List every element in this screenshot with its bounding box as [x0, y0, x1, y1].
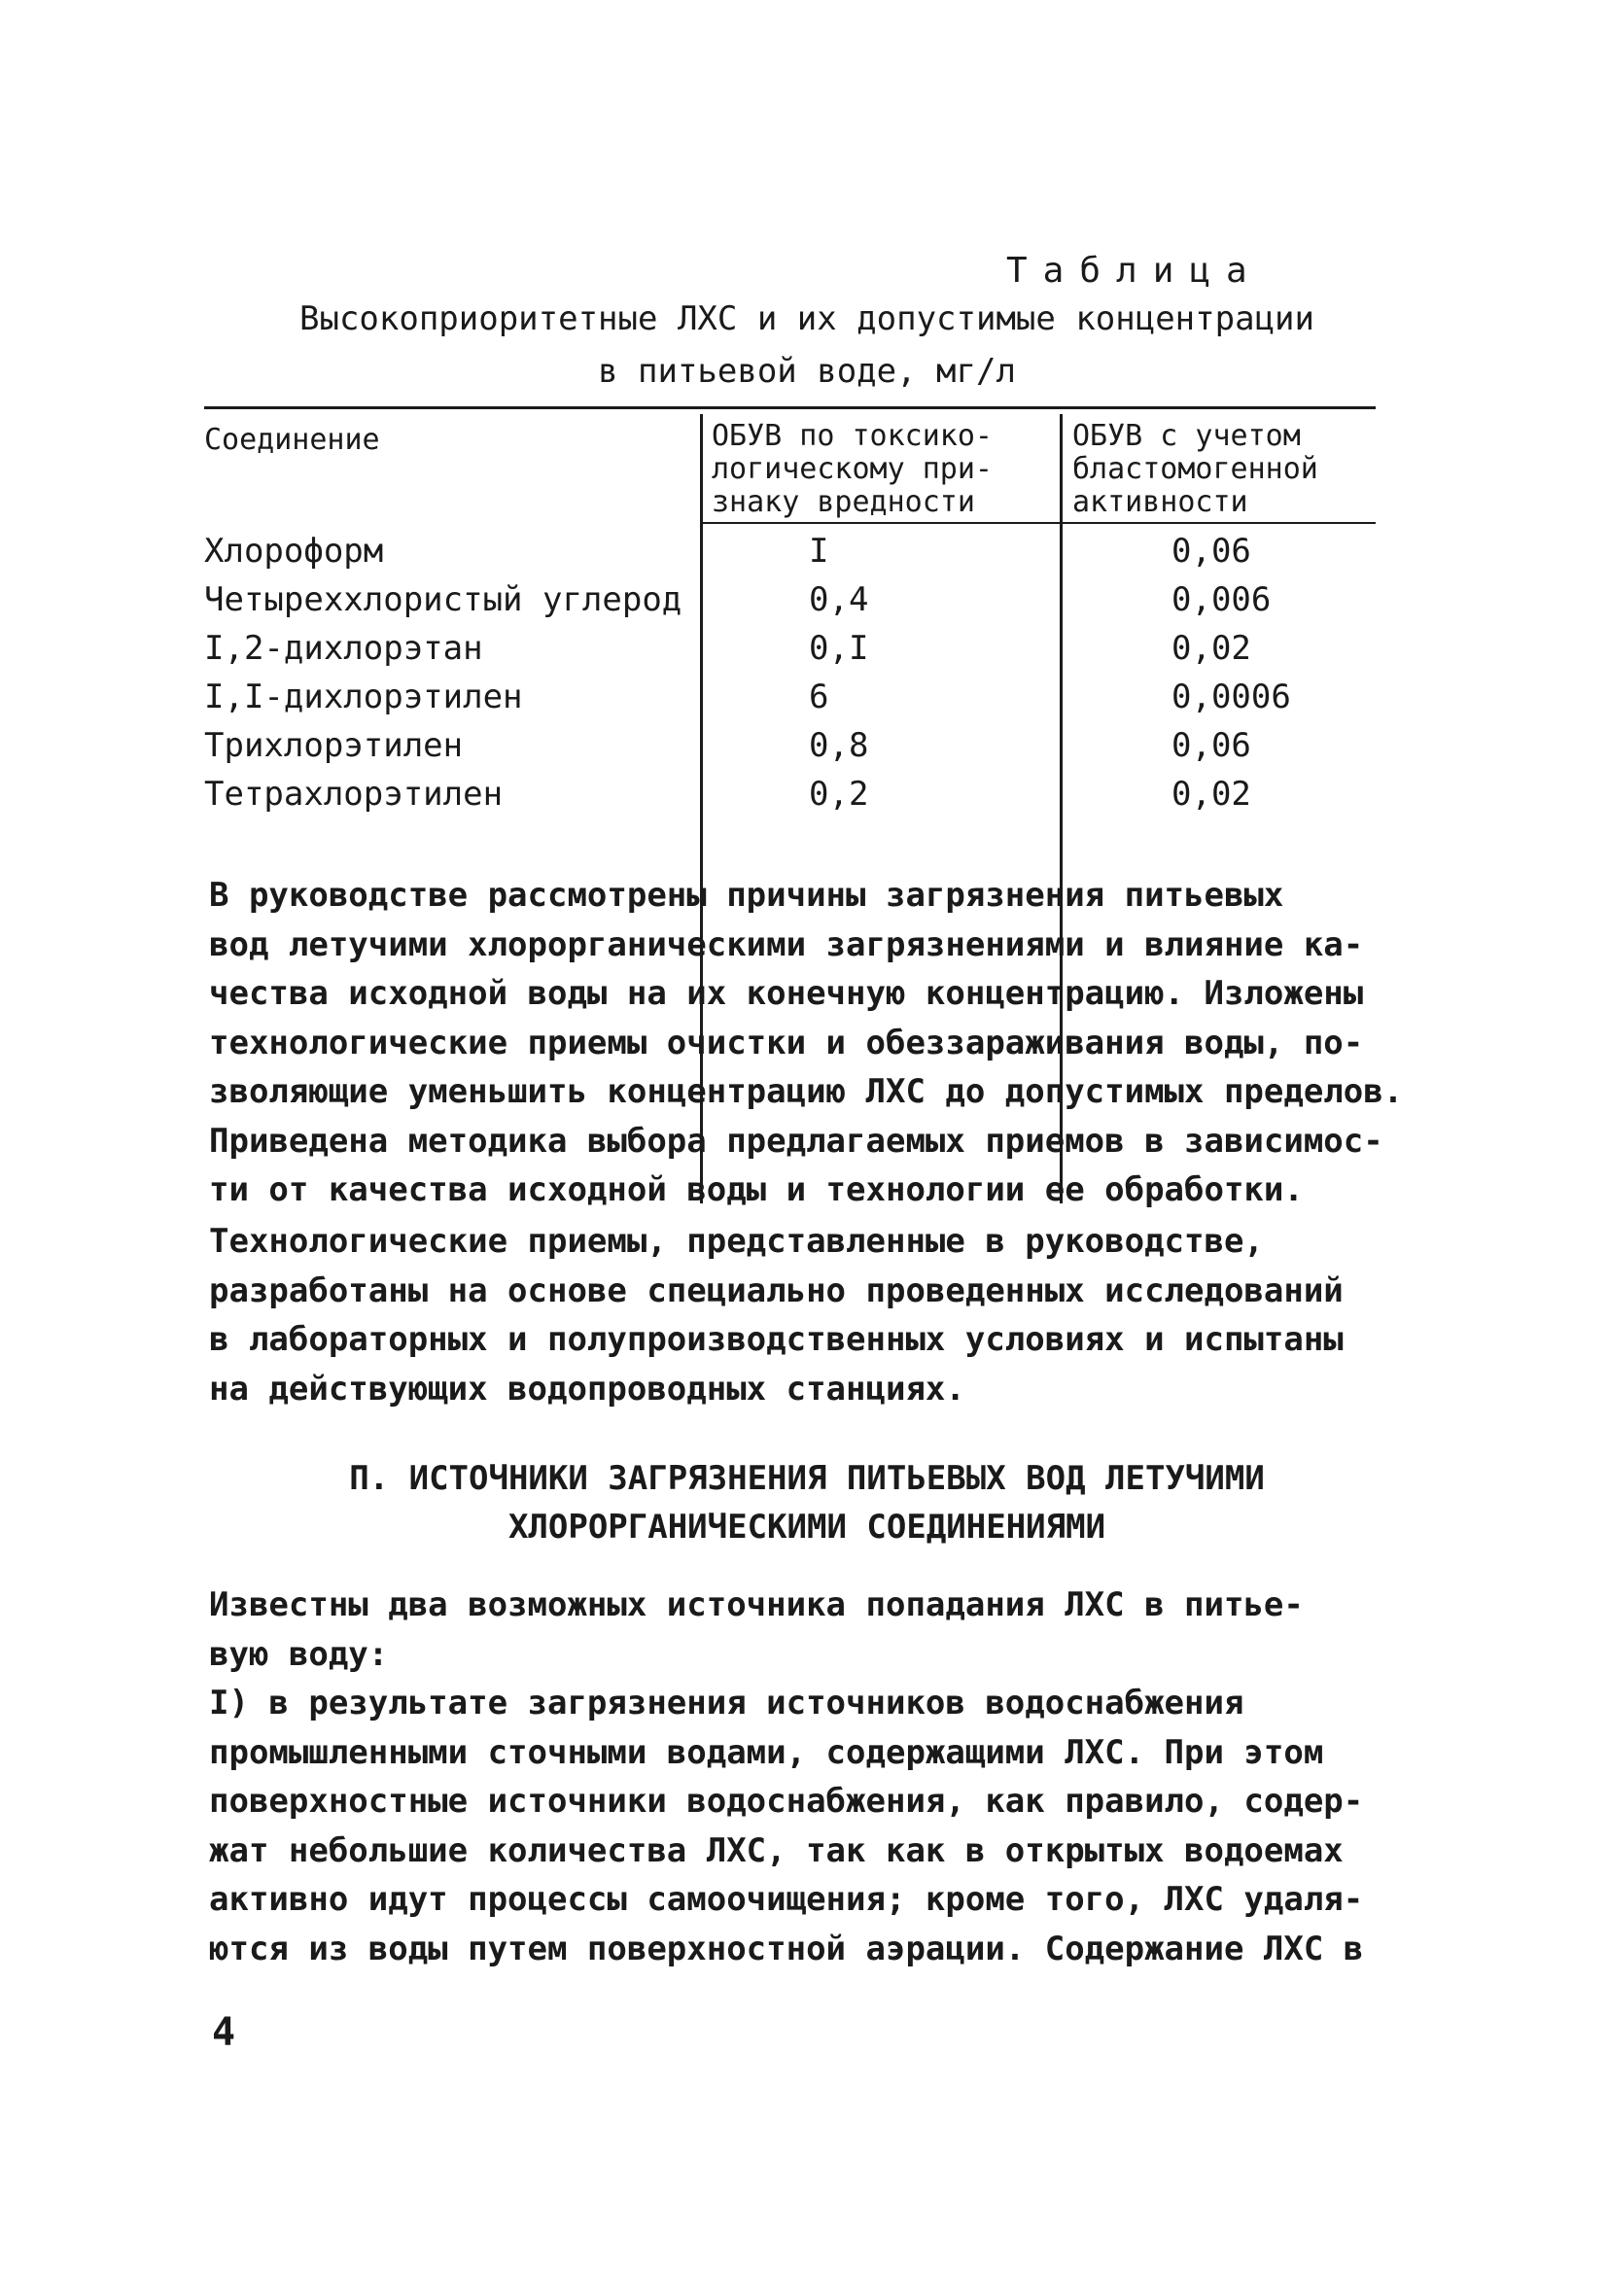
compound-name: Трихлорэтилен — [204, 726, 464, 765]
compound-name: I,I-дихлорэтилен — [204, 678, 523, 716]
section-heading-line-1: П. ИСТОЧНИКИ ЗАГРЯЗНЕНИЯ ПИТЬЕВЫХ ВОД ЛЕТУЧИМИ — [349, 1459, 1265, 1498]
text-line: Известны два возможных источника попадания ЛХС в питье- — [209, 1585, 1304, 1624]
header-col1-line: логическому при- — [712, 452, 993, 486]
text-line: в лабораторных и полупроизводственных условиях и испытаны — [209, 1320, 1344, 1359]
text-line: ти от качества исходной воды и технологии ее обработки. — [209, 1170, 1304, 1209]
text-line: вод летучими хлорорганическими загрязнениями и влияние ка- — [209, 924, 1364, 964]
obuv-value: 6 — [809, 678, 829, 716]
compound-name: Хлороформ — [204, 532, 384, 571]
compound-name: Четыреххлористый углерод — [204, 580, 682, 619]
obuv-blast-value: 0,06 — [1171, 532, 1251, 571]
text-line: на действующих водопроводных станциях. — [209, 1369, 965, 1409]
obuv-value: 0,2 — [809, 775, 869, 814]
compound-name: I,2-дихлорэтан — [204, 629, 483, 668]
text-line: жат небольшие количества ЛХС, так как в открытых водоемах — [209, 1830, 1344, 1870]
paragraph-guide-overview — [209, 871, 1405, 1215]
header-col1-line: ОБУВ по токсико- — [712, 419, 993, 453]
table-row — [204, 624, 1376, 673]
obuv-blast-value: 0,0006 — [1171, 678, 1291, 716]
header-col2-line: активности — [1072, 485, 1248, 519]
text-line: ются из воды путем поверхностной аэрации. Содержание ЛХС в — [209, 1929, 1364, 1968]
table-row — [204, 673, 1376, 721]
section-heading-line-2: ХЛОРОРГАНИЧЕСКИМИ СОЕДИНЕНИЯМИ — [507, 1508, 1106, 1547]
table-row — [204, 770, 1376, 818]
table-row — [204, 527, 1376, 575]
obuv-value: 0,I — [809, 629, 869, 668]
text-line: Технологические приемы, представленные в руководстве, — [209, 1222, 1264, 1261]
obuv-value: 0,8 — [809, 726, 869, 765]
text-line: технологические приемы очистки и обеззараживания воды, по- — [209, 1023, 1364, 1062]
text-line: I) в результате загрязнения источников водоснабжения — [209, 1684, 1244, 1722]
text-line: Приведена методика выбора предлагаемых приемов в зависимос- — [209, 1121, 1383, 1161]
table-title-line-1: Высокоприоритетные ЛХС и их допустимые концентрации — [299, 299, 1314, 338]
paragraph-source-one — [209, 1679, 1405, 1973]
obuv-blast-value: 0,006 — [1171, 580, 1272, 619]
header-obuv-toxicological — [712, 420, 993, 519]
table-title-line-2: в питьевой воде, мг/л — [598, 352, 1016, 391]
text-line: разработаны на основе специально проведенных исследований — [209, 1270, 1344, 1310]
compound-name: Тетрахлорэтилен — [204, 775, 504, 814]
paragraph-sources-intro — [209, 1581, 1405, 1679]
obuv-blast-value: 0,06 — [1171, 726, 1251, 765]
table-top-rule — [204, 406, 1376, 409]
header-compound: Соединение — [204, 423, 380, 457]
table-row — [204, 721, 1376, 770]
header-col2-line: бластомогенной — [1072, 452, 1318, 486]
page-number: 4 — [212, 2010, 236, 2055]
text-line: зволяющие уменьшить концентрацию ЛХС до допустимых пределов. — [209, 1072, 1404, 1111]
text-line: поверхностные источники водоснабжения, как правило, содер- — [209, 1782, 1364, 1821]
text-line: вую воду: — [209, 1634, 389, 1674]
table-header-rule — [700, 522, 1376, 524]
obuv-blast-value: 0,02 — [1171, 775, 1251, 814]
obuv-value: 0,4 — [809, 580, 869, 619]
table-body — [204, 527, 1376, 818]
header-col2-line: ОБУВ с учетом — [1072, 419, 1301, 453]
text-line: чества исходной воды на их конечную концентрацию. Изложены — [209, 974, 1364, 1013]
table-row — [204, 575, 1376, 624]
text-line: активно идут процессы самоочищения; кроме того, ЛХС удаля- — [209, 1880, 1364, 1919]
paragraph-methods-origin — [209, 1217, 1405, 1413]
table-label: Таблица — [1006, 251, 1263, 291]
obuv-blast-value: 0,02 — [1171, 629, 1251, 668]
header-obuv-blastomogenic — [1072, 420, 1318, 519]
text-line: В руководстве рассмотрены причины загрязнения питьевых — [209, 876, 1284, 915]
header-col1-line: знаку вредности — [712, 485, 975, 519]
obuv-value: I — [809, 532, 829, 571]
text-line: промышленными сточными водами, содержащими ЛХС. При этом — [209, 1732, 1324, 1772]
